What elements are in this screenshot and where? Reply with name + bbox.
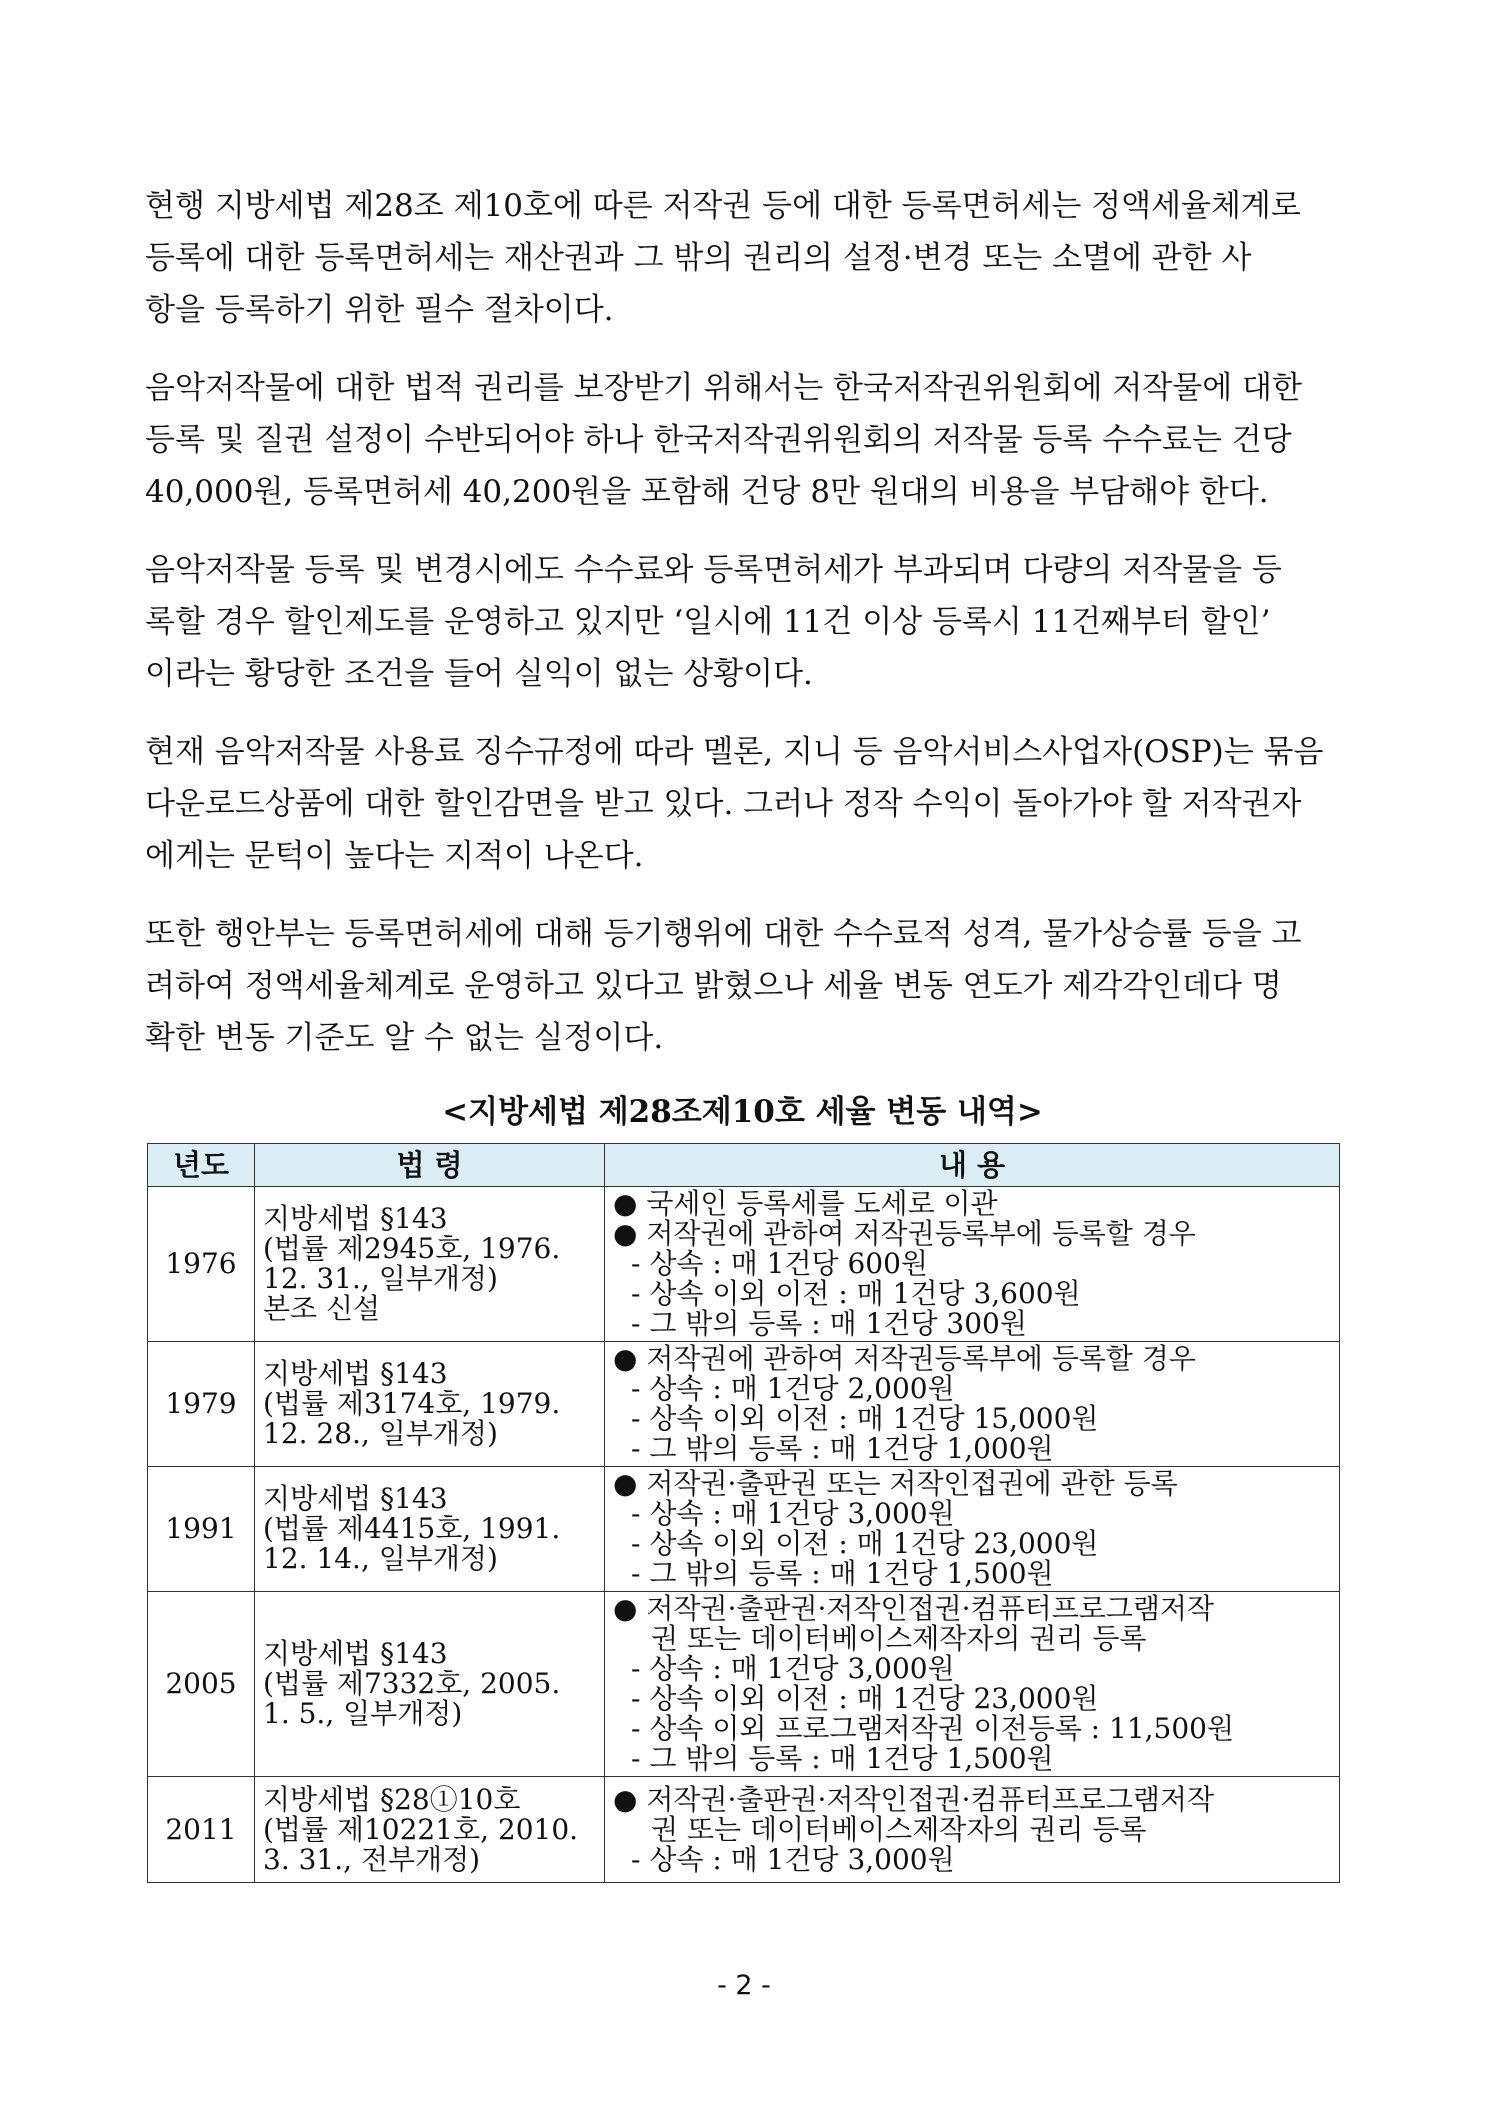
cell-year: 2005	[148, 1592, 255, 1777]
content-bullet: 권 또는 데이터베이스제작자의 권리 등록	[651, 1812, 1147, 1846]
paragraph-line: 현재 음악저작물 사용료 징수규정에 따라 멜론, 지니 등 음악서비스사업자(OSP)는 묶음	[145, 734, 1324, 770]
content-sub-item: - 상속 이외 이전 : 매 1건당 15,000원	[631, 1402, 1099, 1435]
table-row	[148, 1592, 1340, 1777]
law-line: 1. 5., 일부개정)	[263, 1697, 463, 1730]
law-line: (법률 제2945호, 1976.	[263, 1232, 561, 1265]
paragraph-line: 록할 경우 할인제도를 운영하고 있지만 ‘일시에 11건 이상 등록시 11건째부터 할인’	[145, 604, 1271, 640]
content-bullet: ● 저작권·출판권 또는 저작인접권에 관한 등록	[613, 1467, 1178, 1500]
cell-year: 1976	[148, 1187, 255, 1342]
content-bullet: ● 저작권·출판권·저작인접권·컴퓨터프로그램저작	[613, 1782, 1214, 1816]
table-row	[148, 1187, 1340, 1342]
table-row	[148, 1467, 1340, 1592]
law-line: 3. 31., 전부개정)	[263, 1842, 481, 1876]
law-line: 12. 31., 일부개정)	[263, 1262, 498, 1295]
cell-content	[605, 1342, 1340, 1467]
paragraph-line: 또한 행안부는 등록면허세에 대해 등기행위에 대한 수수료적 성격, 물가상승률 등을 고	[145, 916, 1302, 952]
paragraph-line: 이라는 황당한 조건을 들어 실익이 없는 상황이다.	[145, 656, 813, 692]
content-sub-item: - 그 밖의 등록 : 매 1건당 1,000원	[631, 1432, 1054, 1465]
paragraph-line: 등록 및 질권 설정이 수반되어야 하나 한국저작권위원회의 저작물 등록 수수료는 건당	[145, 422, 1292, 458]
content-bullet: ● 저작권에 관하여 저작권등록부에 등록할 경우	[613, 1342, 1196, 1375]
law-line: 12. 28., 일부개정)	[263, 1417, 498, 1450]
content-sub-item: - 상속 : 매 1건당 3,000원	[631, 1497, 955, 1530]
cell-year: 2011	[148, 1777, 255, 1883]
content-sub-item: - 상속 : 매 1건당 600원	[631, 1247, 928, 1280]
content-sub-item: - 상속 : 매 1건당 3,000원	[631, 1652, 955, 1685]
header-year: 년도	[148, 1144, 255, 1187]
law-line: 12. 14., 일부개정)	[263, 1542, 498, 1575]
paragraph-line: 40,000원, 등록면허세 40,200원을 포함해 건당 8만 원대의 비용을 부담해야 한다.	[145, 474, 1269, 510]
law-line: (법률 제3174호, 1979.	[263, 1387, 561, 1420]
content-bullet: 권 또는 데이터베이스제작자의 권리 등록	[651, 1622, 1147, 1655]
content-bullet: ● 국세인 등록세를 도세로 이관	[613, 1187, 998, 1220]
table-row	[148, 1342, 1340, 1467]
cell-content	[605, 1467, 1340, 1592]
law-line: 지방세법 §143	[263, 1482, 448, 1515]
paragraph-line: 등록에 대한 등록면허세는 재산권과 그 밖의 권리의 설정·변경 또는 소멸에 관한 사	[145, 240, 1252, 276]
content-sub-item: - 그 밖의 등록 : 매 1건당 300원	[631, 1307, 1027, 1340]
table-caption: <지방세법 제28조제10호 세율 변동 내역>	[442, 1094, 1043, 1130]
paragraph-line: 항을 등록하기 위한 필수 절차이다.	[145, 292, 614, 328]
law-line: (법률 제7332호, 2005.	[263, 1667, 561, 1700]
paragraph-line: 다운로드상품에 대한 할인감면을 받고 있다. 그러나 정작 수익이 돌아가야 할 저작권자	[145, 786, 1302, 822]
table-header-row	[148, 1144, 1340, 1187]
paragraph-3	[145, 544, 1350, 700]
table-body	[148, 1187, 1340, 1883]
law-line: 지방세법 §143	[263, 1637, 448, 1670]
cell-content	[605, 1777, 1340, 1883]
header-law: 법 령	[255, 1144, 605, 1187]
paragraph-2	[145, 362, 1350, 518]
paragraph-line: 에게는 문턱이 높다는 지적이 나온다.	[145, 838, 644, 874]
paragraph-line: 음악저작물에 대한 법적 권리를 보장받기 위해서는 한국저작권위원회에 저작물에 대한	[145, 370, 1302, 406]
content-sub-item: - 상속 이외 이전 : 매 1건당 23,000원	[631, 1682, 1099, 1715]
paragraph-line: 확한 변동 기준도 알 수 없는 실정이다.	[145, 1020, 664, 1056]
cell-law	[255, 1592, 605, 1777]
tax-rate-history-table	[147, 1143, 1340, 1883]
cell-content	[605, 1592, 1340, 1777]
law-line: 지방세법 §28①10호	[263, 1782, 521, 1816]
paragraph-4	[145, 726, 1350, 882]
cell-content	[605, 1187, 1340, 1342]
content-bullet: ● 저작권에 관하여 저작권등록부에 등록할 경우	[613, 1217, 1196, 1250]
content-sub-item: - 상속 이외 이전 : 매 1건당 3,600원	[631, 1277, 1081, 1310]
law-line: 지방세법 §143	[263, 1202, 448, 1235]
law-line: 지방세법 §143	[263, 1357, 448, 1390]
cell-law	[255, 1467, 605, 1592]
content-sub-item: - 상속 : 매 1건당 3,000원	[631, 1842, 955, 1876]
cell-year: 1979	[148, 1342, 255, 1467]
cell-year: 1991	[148, 1467, 255, 1592]
content-bullet: ● 저작권·출판권·저작인접권·컴퓨터프로그램저작	[613, 1592, 1214, 1625]
content-sub-item: - 상속 : 매 1건당 2,000원	[631, 1372, 955, 1405]
law-line: (법률 제4415호, 1991.	[263, 1512, 561, 1545]
paragraph-5	[145, 908, 1350, 1064]
content-sub-item: - 상속 이외 프로그램저작권 이전등록 : 11,500원	[631, 1712, 1235, 1745]
content-sub-item: - 그 밖의 등록 : 매 1건당 1,500원	[631, 1557, 1054, 1590]
cell-law	[255, 1777, 605, 1883]
cell-law	[255, 1187, 605, 1342]
law-line: 본조 신설	[263, 1292, 381, 1325]
paragraph-line: 현행 지방세법 제28조 제10호에 따른 저작권 등에 대한 등록면허세는 정액세율체계로	[145, 188, 1301, 224]
page-number: - 2 -	[717, 1970, 771, 2001]
content-sub-item: - 그 밖의 등록 : 매 1건당 1,500원	[631, 1742, 1054, 1775]
cell-law	[255, 1342, 605, 1467]
header-content: 내 용	[605, 1144, 1340, 1187]
paragraph-1	[145, 180, 1350, 336]
table-row	[148, 1777, 1340, 1883]
paragraph-line: 음악저작물 등록 및 변경시에도 수수료와 등록면허세가 부과되며 다량의 저작물을 등	[145, 552, 1282, 588]
paragraph-line: 려하여 정액세율체계로 운영하고 있다고 밝혔으나 세율 변동 연도가 제각각인데다 명	[145, 968, 1282, 1004]
law-line: (법률 제10221호, 2010.	[263, 1812, 579, 1846]
content-sub-item: - 상속 이외 이전 : 매 1건당 23,000원	[631, 1527, 1099, 1560]
